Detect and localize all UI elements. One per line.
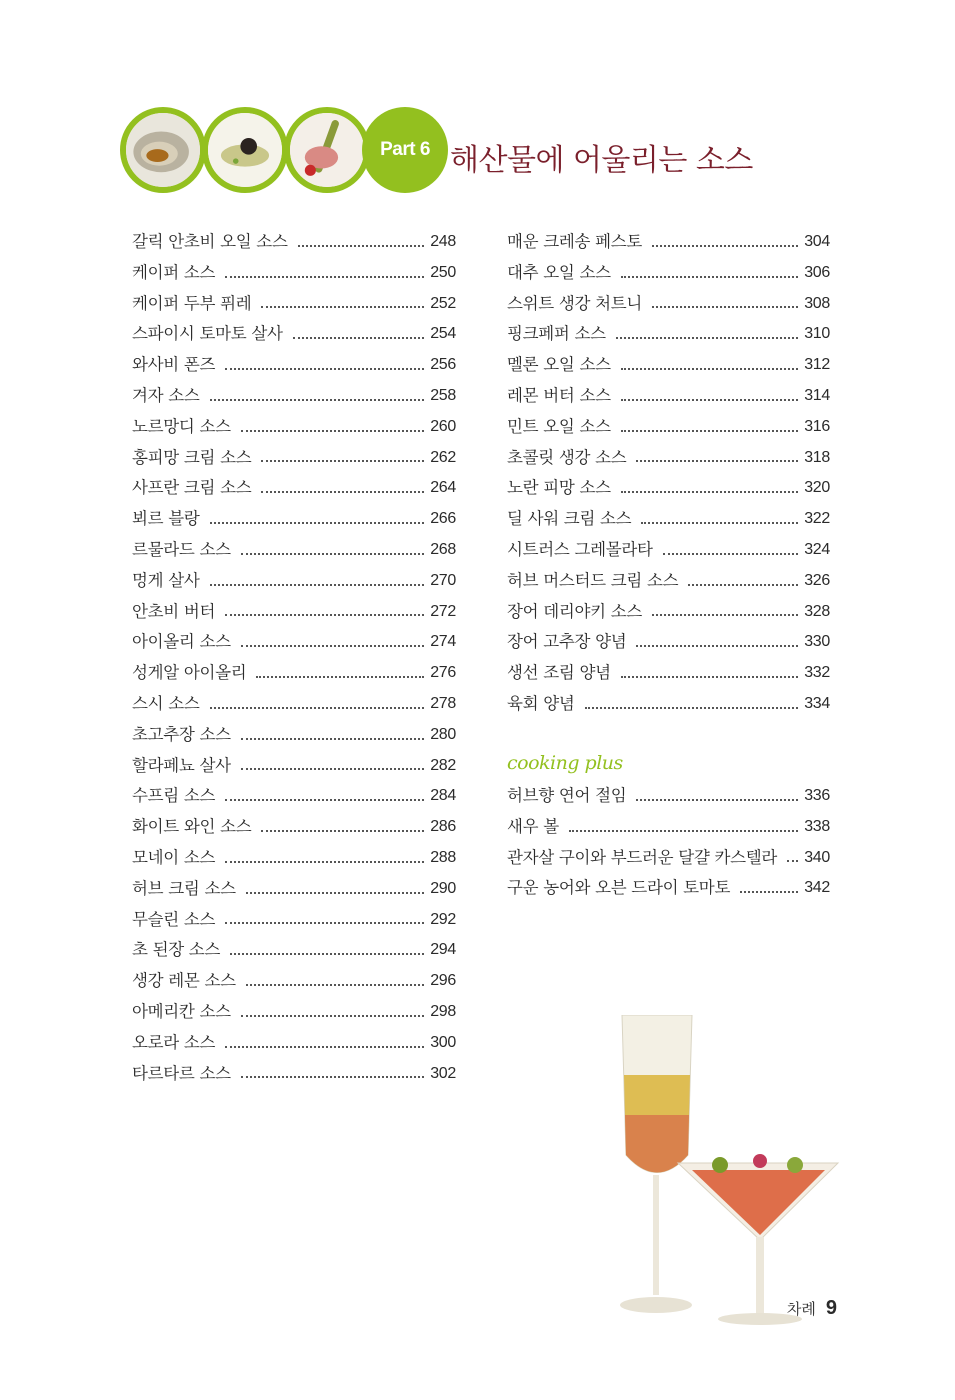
toc-right-column [507,227,830,720]
toc-entry [507,227,830,258]
toc-entry-title: 장어 고추장 양념 [507,632,627,652]
toc-entry-title: 홍피망 크림 소스 [132,447,252,467]
toc-entry-page: 326 [804,571,830,589]
toc-entry-title: 스파이시 토마토 살사 [132,324,283,344]
part-title: 해산물에 어울리는 소스 [450,143,753,178]
toc-entry [132,966,456,997]
toc-entry-page: 252 [430,294,456,312]
toc-entry-title: 민트 오일 소스 [507,416,611,436]
toc-entry-title: 구운 농어와 오븐 드라이 토마토 [507,878,731,898]
dot-leader [740,891,798,893]
toc-entry-title: 무슬린 소스 [132,909,216,929]
toc-entry [507,658,830,689]
toc-entry [507,781,830,812]
dot-leader [585,707,799,709]
toc-entry-title: 타르타르 소스 [132,1063,231,1083]
toc-entry-title: 시트러스 그레몰라타 [507,539,653,559]
toc-entry-page: 264 [430,479,456,497]
toc-entry-page: 308 [804,294,830,312]
dot-leader [688,584,798,586]
toc-entry-title: 새우 볼 [507,816,559,836]
toc-left-column [132,227,456,1089]
toc-entry [507,566,830,597]
toc-entry-title: 초고추장 소스 [132,724,231,744]
toc-entry [507,381,830,412]
dot-leader [621,399,798,401]
dot-leader [636,460,798,462]
dot-leader [210,399,425,401]
toc-entry-title: 아이올리 소스 [132,632,231,652]
toc-entry-title: 초콜릿 생강 소스 [507,447,627,467]
dot-leader [225,614,424,616]
toc-entry [132,812,456,843]
toc-entry-page: 268 [430,540,456,558]
toc-entry-page: 258 [430,386,456,404]
toc-entry-page: 340 [804,848,830,866]
toc-entry-page: 330 [804,633,830,651]
toc-entry-title: 성게알 아이올리 [132,663,247,683]
page-footer [787,1297,837,1320]
toc-entry [507,873,830,904]
toc-entry-page: 254 [430,325,456,343]
toc-entry-page: 334 [804,694,830,712]
toc-entry [132,781,456,812]
toc-entry-page: 302 [430,1064,456,1082]
dot-leader [246,892,424,894]
oyster-photo [120,107,206,193]
toc-entry-title: 장어 데리야키 소스 [507,601,643,621]
toc-entry-title: 허브 머스터드 크림 소스 [507,570,679,590]
toc-entry-title: 딜 사워 크림 소스 [507,509,632,529]
dot-leader [621,276,798,278]
toc-entry-title: 아메리칸 소스 [132,1001,231,1021]
dot-leader [230,953,424,955]
part-header [118,105,818,205]
dot-leader [652,306,798,308]
toc-entry-page: 322 [804,510,830,528]
toc-entry [507,843,830,874]
toc-entry [132,473,456,504]
toc-entry-page: 274 [430,633,456,651]
dot-leader [621,676,798,678]
dot-leader [225,368,424,370]
toc-entry-title: 생선 조림 양념 [507,663,611,683]
dot-leader [261,460,424,462]
toc-entry-page: 336 [804,787,830,804]
toc-entry-page: 262 [430,448,456,466]
toc-entry [507,412,830,443]
toc-entry [507,289,830,320]
toc-entry-title: 허브향 연어 절임 [507,786,627,805]
toc-entry-page: 276 [430,664,456,682]
dot-leader [241,430,424,432]
dot-leader [652,614,798,616]
toc-entry [132,381,456,412]
toc-entry-page: 332 [804,664,830,682]
toc-entry-page: 294 [430,941,456,959]
dot-leader [261,830,424,832]
toc-entry [132,720,456,751]
dot-leader [621,368,798,370]
dot-leader [261,306,424,308]
page-number: 9 [825,1297,837,1319]
toc-entry [132,689,456,720]
toc-entry-title: 갈릭 안초비 오일 소스 [132,232,288,251]
toc-entry-title: 핑크페퍼 소스 [507,324,606,344]
toc-entry [132,258,456,289]
toc-entry-page: 316 [804,417,830,435]
toc-entry-page: 284 [430,787,456,805]
toc-entry-page: 300 [430,1033,456,1051]
toc-entry [132,905,456,936]
toc-entry-title: 스위트 생강 처트니 [507,293,643,313]
toc-entry [507,319,830,350]
dot-leader [636,645,798,647]
dot-leader [616,337,798,339]
dot-leader [246,984,424,986]
toc-entry-page: 338 [804,817,830,835]
dot-leader [241,645,424,647]
toc-entry [132,504,456,535]
toc-entry [132,443,456,474]
toc-entry [507,504,830,535]
toc-entry [507,443,830,474]
toc-entry [507,812,830,843]
toc-entry [132,566,456,597]
toc-entry-title: 생강 레몬 소스 [132,971,236,991]
toc-entry [132,350,456,381]
toc-entry-title: 오로라 소스 [132,1032,216,1052]
toc-entry-title: 노르망디 소스 [132,416,231,436]
toc-entry-title: 매운 크레송 페스토 [507,232,643,251]
toc-entry-page: 320 [804,479,830,497]
toc-entry-page: 318 [804,448,830,466]
part-badge: Part 6 [362,107,448,193]
toc-entry [132,1028,456,1059]
toc-entry-title: 초 된장 소스 [132,940,221,960]
toc-entry-page: 288 [430,848,456,866]
toc-entry-page: 280 [430,725,456,743]
toc-entry-page: 342 [804,879,830,897]
dot-leader [636,799,798,801]
toc-entry [132,627,456,658]
dot-leader [652,245,798,247]
toc-entry [132,412,456,443]
toc-entry-page: 290 [430,879,456,897]
toc-entry-title: 모네이 소스 [132,847,216,867]
dot-leader [225,276,424,278]
dot-leader [261,491,424,493]
toc-entry-title: 케이퍼 소스 [132,262,216,282]
toc-entry-page: 292 [430,910,456,928]
toc-entry-page: 278 [430,694,456,712]
dot-leader [641,522,798,524]
toc-entry-page: 314 [804,386,830,404]
toc-entry-title: 멍게 살사 [132,570,200,590]
toc-entry-page: 298 [430,1002,456,1020]
toc-entry [132,843,456,874]
toc-entry-title: 스시 소스 [132,693,200,713]
dot-leader [293,337,425,339]
toc-entry-page: 250 [430,263,456,281]
dot-leader [621,430,798,432]
dot-leader [210,522,425,524]
toc-entry-page: 328 [804,602,830,620]
cooking-plus-list [507,781,830,904]
toc-entry [132,597,456,628]
toc-entry-page: 282 [430,756,456,774]
dot-leader [241,553,424,555]
toc-entry [507,473,830,504]
toc-entry-title: 노란 피망 소스 [507,478,611,498]
toc-entry-title: 허브 크림 소스 [132,878,236,898]
toc-entry-title: 대추 오일 소스 [507,262,611,282]
toc-entry [132,997,456,1028]
toc-entry-page: 260 [430,417,456,435]
olive-appetizer-photo [202,107,288,193]
toc-entry [507,689,830,720]
dot-leader [663,553,799,555]
dot-leader [787,860,798,862]
toc-entry [507,535,830,566]
sauce-glasses-photo [600,1015,855,1325]
dot-leader [210,584,425,586]
dot-leader [256,676,424,678]
toc-entry-page: 256 [430,356,456,374]
toc-entry-page: 266 [430,510,456,528]
toc-entry-title: 뵈르 블랑 [132,509,200,529]
toc-entry-page: 248 [430,233,456,250]
toc-entry-title: 케이퍼 두부 퓌레 [132,293,252,313]
toc-entry-title: 레몬 버터 소스 [507,385,611,405]
toc-entry-title: 안초비 버터 [132,601,216,621]
toc-entry-title: 관자살 구이와 부드러운 달걀 카스텔라 [507,847,778,867]
toc-entry-page: 296 [430,972,456,990]
toc-entry-page: 312 [804,356,830,374]
toc-entry [507,350,830,381]
dot-leader [225,799,424,801]
dot-leader [241,768,424,770]
toc-entry-page: 324 [804,540,830,558]
dot-leader [210,707,425,709]
toc-entry-title: 할라페뇨 살사 [132,755,231,775]
toc-entry-page: 310 [804,325,830,343]
toc-entry [507,627,830,658]
toc-entry [132,535,456,566]
dot-leader [225,1046,424,1048]
salmon-asparagus-photo [284,107,370,193]
toc-entry-title: 수프림 소스 [132,786,216,806]
toc-entry [132,935,456,966]
toc-entry-title: 르물라드 소스 [132,539,231,559]
toc-entry-page: 304 [804,233,830,250]
toc-entry [132,289,456,320]
toc-entry [132,658,456,689]
toc-entry-title: 사프란 크림 소스 [132,478,252,498]
toc-entry-title: 와사비 폰즈 [132,355,216,375]
toc-entry-title: 겨자 소스 [132,385,200,405]
dot-leader [225,922,424,924]
toc-entry-page: 272 [430,602,456,620]
toc-entry [132,1059,456,1090]
toc-entry [132,227,456,258]
dot-leader [569,830,798,832]
toc-entry [507,258,830,289]
toc-entry-page: 286 [430,818,456,836]
toc-entry-title: 육회 양념 [507,693,575,713]
toc-entry [132,751,456,782]
cooking-plus-title: cooking plus [507,752,623,774]
dot-leader [225,861,424,863]
dot-leader [241,1015,424,1017]
toc-entry-title: 멜론 오일 소스 [507,355,611,375]
toc-entry-page: 306 [804,263,830,281]
toc-entry [132,319,456,350]
toc-entry-title: 화이트 와인 소스 [132,817,252,837]
dot-leader [621,491,798,493]
dot-leader [241,1076,424,1078]
dot-leader [298,245,425,247]
toc-entry [507,597,830,628]
toc-entry [132,874,456,905]
footer-label: 차례 [786,1300,816,1318]
dot-leader [241,738,424,740]
toc-entry-page: 270 [430,571,456,589]
